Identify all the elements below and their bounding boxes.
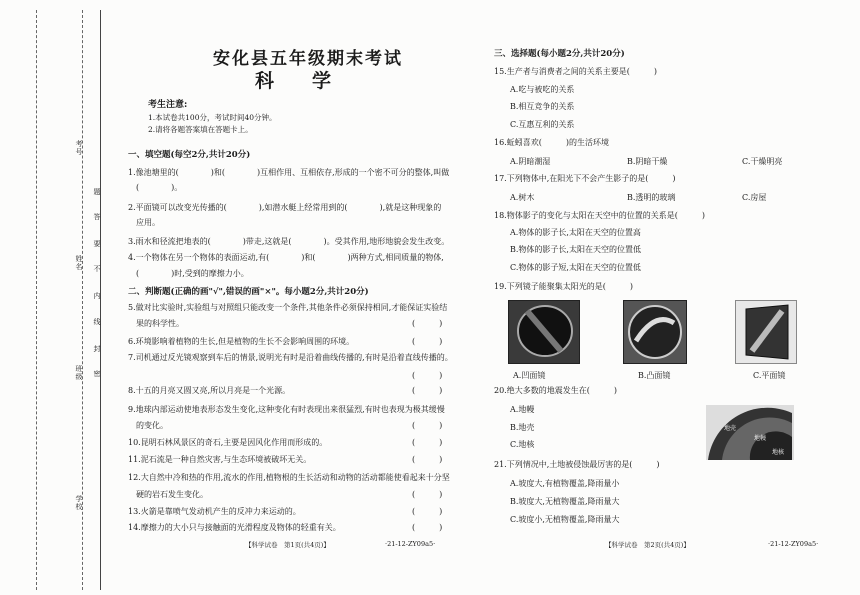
earth-label-core: 地核 <box>772 449 785 456</box>
question-line: 3.雨水和径流把地表的( )带走,这就是( )。受其作用,地形地貌会发生改变。 <box>128 237 450 246</box>
exam-subject: 科 学 <box>255 70 332 92</box>
choice-question: 19.下列镜子能聚集太阳光的是( ) <box>494 282 633 291</box>
seal-char: 答 <box>93 213 101 221</box>
option: C.物体的影子短,太阳在天空的位置低 <box>510 263 641 272</box>
option: C.坡度小,无植物覆盖,降雨量大 <box>510 515 620 524</box>
judge-question: 10.昆明石林风景区的奇石,主要是因风化作用而形成的。 <box>128 438 328 447</box>
note-item: 1.本试卷共100分，考试时间40分钟。 <box>148 113 277 122</box>
convex-mirror-image <box>623 300 687 364</box>
binding-border-line <box>100 10 101 590</box>
option: A.物体的影子长,太阳在天空的位置高 <box>510 228 641 237</box>
earth-label-crust: 地壳 <box>724 425 737 432</box>
option: A.吃与被吃的关系 <box>510 85 575 94</box>
page2-footer: 【科学试卷 第2页(共4页)】 <box>605 541 690 549</box>
option: A.坡度大,有植物覆盖,降雨量小 <box>510 479 620 488</box>
judge-question: 12.大自然中冷和热的作用,流水的作用,植物根的生长活动和动物的活动都能使看起来十分坚 <box>128 473 450 482</box>
option: A.阴暗潮湿 <box>510 157 551 166</box>
answer-paren: ( ) <box>412 337 443 346</box>
option: B.相互竞争的关系 <box>510 102 575 111</box>
page1-footer: 【科学试卷 第1页(共4页)】 <box>245 541 330 549</box>
plane-mirror-image <box>735 300 797 364</box>
answer-paren: ( ) <box>412 438 443 447</box>
judge-question: 14.摩擦力的大小只与接触面的光滑程度及物体的轻重有关。 <box>128 523 341 532</box>
answer-paren: ( ) <box>412 386 443 395</box>
answer-paren: ( ) <box>412 319 443 328</box>
seal-char: 题 <box>93 188 101 196</box>
option: A.地幔 <box>510 405 535 414</box>
page1-code: ·21-12-ZY09a5· <box>385 540 436 548</box>
option: C.房屋 <box>742 193 767 202</box>
school-label: 学校 <box>75 495 83 511</box>
page2-code: ·21-12-ZY09a5· <box>768 540 819 548</box>
judge-question: 7.司机通过反光镜观察到车后的情景,说明光有时是沿着曲线传播的,有时是沿着直线传播的。 <box>128 353 453 362</box>
question-line: 4.一个物体在另一个物体的表面运动,有( )和( )两种方式,相同质量的物体, <box>128 253 444 262</box>
judge-question: 果的科学性。 <box>136 319 184 328</box>
earth-label-mantle: 地幔 <box>754 435 767 442</box>
choice-question: 17.下列物体中,在阳光下不会产生影子的是( ) <box>494 174 676 183</box>
seal-char: 密 <box>93 370 101 378</box>
judge-question: 11.泥石流是一种自然灾害,与生态环境被破坏无关。 <box>128 455 312 464</box>
seal-char: 要 <box>93 240 101 248</box>
choice-question: 18.物体影子的变化与太阳在天空中的位置的关系是( ) <box>494 211 705 220</box>
judge-question: 9.地球内部运动使地表形态发生变化,这种变化有时表现出来很猛烈,有时也表现为极其缓慢 <box>128 405 445 414</box>
answer-paren: ( ) <box>412 490 443 499</box>
section-fill-blank-heading: 一、填空题(每空2分,共计20分) <box>128 150 251 160</box>
answer-paren: ( ) <box>412 421 443 430</box>
class-label: 班级 <box>75 365 83 381</box>
judge-question: 8.十五的月亮又圆又亮,所以月亮是一个光源。 <box>128 386 291 395</box>
seal-char: 封 <box>93 345 101 353</box>
question-line: ( )。 <box>136 183 183 192</box>
concave-mirror-image <box>508 300 580 364</box>
choice-question: 21.下列情况中,土地被侵蚀最厉害的是( ) <box>494 460 660 469</box>
section-judge-heading: 二、判断题(正确的画"√",错误的画"×"。每小题2分,共计20分) <box>128 287 369 297</box>
choice-question: 16.蚯蚓喜欢( )的生活环境 <box>494 138 609 147</box>
concave-mirror-icon <box>509 301 579 363</box>
option: A.凹面镜 <box>513 371 546 380</box>
seal-char: 线 <box>93 318 101 326</box>
notes-heading: 考生注意: <box>148 100 188 110</box>
answer-paren: ( ) <box>412 371 443 380</box>
seal-line-dashed-inner <box>36 10 37 590</box>
option: C.地核 <box>510 440 535 449</box>
note-item: 2.请将各题答案填在答题卡上。 <box>148 125 253 134</box>
question-line: 2.平面镜可以改变光传播的( ),如潜水艇上经常用到的( ),就是这种现象的 <box>128 203 442 212</box>
answer-paren: ( ) <box>412 523 443 532</box>
option: C.干燥明亮 <box>742 157 783 166</box>
option: C.互惠互利的关系 <box>510 120 575 129</box>
judge-question: 硬的岩石发生变化。 <box>136 490 208 499</box>
exam-title: 安化县五年级期末考试 <box>213 49 403 69</box>
convex-mirror-icon <box>624 301 686 363</box>
seal-char: 不 <box>93 265 101 273</box>
plane-mirror-icon <box>736 301 796 363</box>
judge-question: 5.做对比实验时,实验组与对照组只能改变一个条件,其他条件必须保持相同,才能保证实验结 <box>128 303 448 312</box>
question-line: ( )时,受到的摩擦力小。 <box>136 269 249 278</box>
judge-question: 13.火箭是靠喷气发动机产生的反冲力来运动的。 <box>128 507 301 516</box>
option: B.凸面镜 <box>638 371 671 380</box>
judge-question: 的变化。 <box>136 421 168 430</box>
answer-paren: ( ) <box>412 507 443 516</box>
answer-paren: ( ) <box>412 455 443 464</box>
option: B.透明的玻璃 <box>627 193 676 202</box>
question-line: 1.像池塘里的( )和( )互相作用、互相依存,形成的一个密不可分的整体,叫做 <box>128 168 450 177</box>
question-line: 应用。 <box>136 218 160 227</box>
section-choice-heading: 三、选择题(每小题2分,共计20分) <box>494 49 625 59</box>
option: C.平面镜 <box>753 371 786 380</box>
option: A.树木 <box>510 193 535 202</box>
choice-question: 15.生产者与消费者之间的关系主要是( ) <box>494 67 657 76</box>
choice-question: 20.绝大多数的地震发生在( ) <box>494 386 617 395</box>
seal-char: 内 <box>93 292 101 300</box>
exam-number-label: 考号 <box>75 140 83 156</box>
earth-structure-image <box>706 405 794 460</box>
judge-question: 6.环境影响着植物的生长,但是植物的生长不会影响周围的环境。 <box>128 337 355 346</box>
option: B.物体的影子长,太阳在天空的位置低 <box>510 245 641 254</box>
option: B.坡度大,无植物覆盖,降雨量大 <box>510 497 620 506</box>
option: B.地壳 <box>510 423 535 432</box>
option: B.阴暗干燥 <box>627 157 668 166</box>
name-label: 姓名 <box>75 255 83 271</box>
